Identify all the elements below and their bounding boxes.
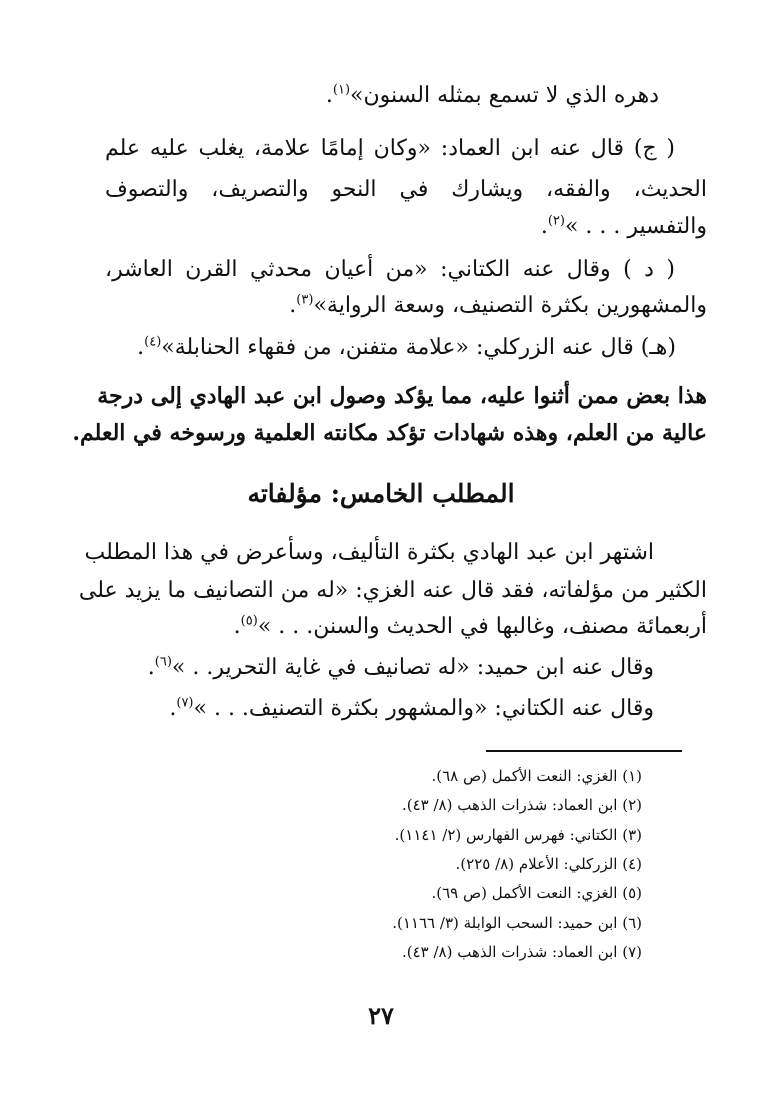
footnote: (٦) ابن حميد: السحب الوابلة (٣/ ١١٦٦). [392,914,642,932]
text: ( ج) قال عنه ابن العماد: «وكان إمامًا علامة، يغلب عليه علم [105,136,675,161]
body-line [105,170,707,210]
footnote-ref: (٤) [144,334,162,350]
text: الحديث، والفقه، ويشارك في النحو والتصريف، والتصوف [105,177,707,202]
text: والمشهورين بكثرة التصنيف، وسعة الرواية» [313,293,707,318]
body-line [234,607,707,647]
body-line [72,413,707,453]
text: . [169,696,177,721]
body-line [289,286,707,326]
text: . [137,335,145,360]
footnote-ref: (٢) [547,213,565,229]
text: وقال عنه الكتاني: «والمشهور بكثرة التصنيف. . . » [193,696,654,721]
section-heading: المطلب الخامس: مؤلفاته [247,479,515,508]
body-line [541,207,707,247]
body-line [148,648,654,688]
footnote: (٧) ابن العماد: شذرات الذهب (٨/ ٤٣). [401,943,642,961]
text: . [233,614,241,639]
body-line [169,689,654,729]
text: هذا بعض ممن أثنوا عليه، مما يؤكد وصول ابن عبد الهادي إلى درجة [97,383,707,409]
body-line [326,76,659,116]
text: والتفسير . . . » [564,214,707,239]
footnote: (١) الغزي: النعت الأكمل (ص ٦٨). [431,767,642,785]
footnote-ref: (٥) [240,613,258,629]
text: . [540,214,548,239]
footnote: (٤) الزركلي: الأعلام (٨/ ٢٢٥). [455,855,642,873]
text: الكثير من مؤلفاته، فقد قال عنه الغزي: «له من التصانيف ما يزيد على [78,578,707,603]
footnote-ref: (١) [332,82,351,98]
text: أربعمائة مصنف، وغالبها في الحديث والسنن. . . » [257,614,707,639]
footnote: (٣) الكتاني: فهرس الفهارس (٢/ ١١٤١). [394,826,642,844]
footnote-ref: (٧) [176,695,194,711]
text: ( د ) وقال عنه الكتاني: «من أعيان محدثي القرن العاشر، [105,257,675,282]
page-number: ٢٧ [368,1001,394,1030]
text: . [147,655,155,680]
body-line [105,250,675,290]
footnote-separator [486,750,682,752]
body-line [137,328,676,368]
body-line [84,533,654,573]
text: دهره الذي لا تسمع بمثله السنون» [350,83,659,108]
text: عالية من العلم، وهذه شهادات تؤكد مكانته العلمية ورسوخه في العلم. [72,420,707,446]
footnote: (٥) الغزي: النعت الأكمل (ص ٦٩). [431,884,642,902]
footnote-ref: (٣) [296,292,314,308]
text: وقال عنه ابن حميد: «له تصانيف في غاية التحرير. . » [171,655,654,680]
text: اشتهر ابن عبد الهادي بكثرة التأليف، وسأعرض في هذا المطلب [84,540,654,565]
text: . [325,83,333,108]
footnote: (٢) ابن العماد: شذرات الذهب (٨/ ٤٣). [401,796,642,814]
body-line [78,571,707,611]
footnote-ref: (٦) [154,654,172,670]
text: (هـ) قال عنه الزركلي: «علامة متفنن، من فقهاء الحنابلة» [161,335,676,360]
body-line [105,129,675,169]
body-line [97,376,707,416]
text: . [289,293,297,318]
